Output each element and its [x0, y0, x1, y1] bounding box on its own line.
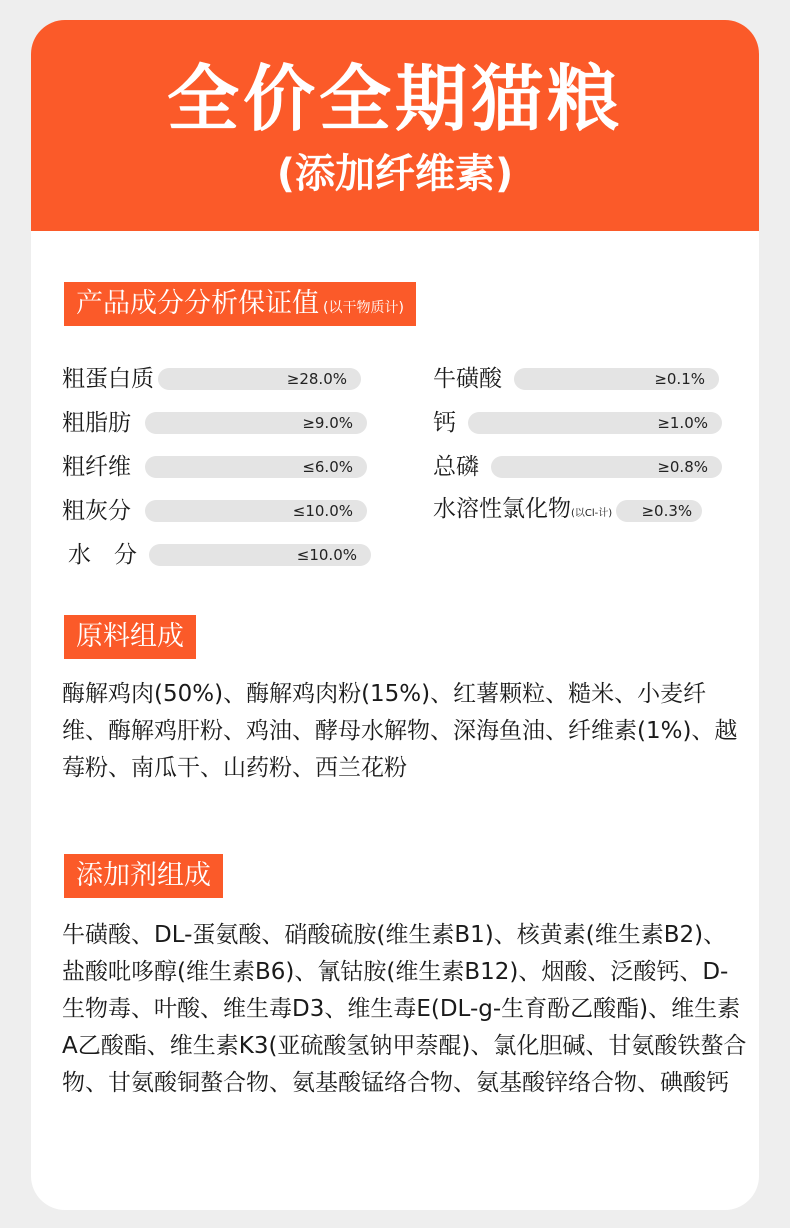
nutrient-row — [433, 366, 719, 392]
nutrient-name: 钙 — [433, 410, 456, 436]
nutrient-row — [433, 454, 722, 480]
page-title: 全价全期猫粮 — [166, 57, 623, 141]
nutrient-name-main: 水溶性氯化物 — [433, 495, 571, 522]
nutrient-name: 牛磺酸 — [433, 366, 502, 392]
header-banner — [31, 20, 759, 231]
ingredients-text: 酶解鸡肉(50%)、酶解鸡肉粉(15%)、红薯颗粒、糙米、小麦纤维、酶解鸡肝粉、鸡油、酵母水解物、深海鱼油、纤维素(1%)、越莓粉、南瓜干、山药粉、西兰花粉 — [62, 681, 738, 781]
ingredients-heading — [64, 615, 196, 659]
additives-heading-text: 添加剂组成 — [76, 860, 211, 891]
nutrient-name: 粗蛋白质 — [62, 366, 154, 392]
additives-heading — [64, 854, 223, 898]
guarantee-heading-note: (以干物质计) — [323, 300, 404, 316]
nutrient-row — [433, 495, 702, 524]
nutrient-value: ≤10.0% — [149, 544, 371, 566]
nutrient-value: ≥1.0% — [468, 412, 722, 434]
nutrient-value: ≥0.3% — [616, 500, 702, 522]
nutrient-name: 水 分 — [68, 542, 137, 568]
ingredients-heading-text: 原料组成 — [76, 621, 184, 652]
product-card — [31, 20, 759, 1210]
nutrient-name-note: (以Cl-计) — [571, 507, 613, 519]
nutrient-value: ≥0.1% — [514, 368, 719, 390]
guarantee-heading-text: 产品成分分析保证值 — [76, 288, 319, 319]
nutrient-row — [62, 498, 367, 524]
nutrient-row — [433, 410, 722, 436]
guarantee-heading — [64, 282, 416, 326]
nutrient-row — [62, 410, 367, 436]
nutrient-name: 总磷 — [433, 454, 479, 480]
nutrient-name — [433, 496, 612, 527]
nutrient-row — [62, 366, 361, 392]
page-subtitle: (添加纤维素) — [276, 151, 514, 197]
additives-text: 牛磺酸、DL-蛋氨酸、硝酸硫胺(维生素B1)、核黄素(维生素B2)、盐酸吡哆醇(维生素B6)、氰钴胺(维生素B12)、烟酸、泛酸钙、D-生物毒、叶酸、维生毒D3、维生毒E(DL-g-生育酚乙酸酯)、维生素A乙酸酯、维生素K3(亚硫酸氢钠甲萘醌)、氯化胆碱、甘氨酸铁螯合物、甘氨酸铜螯合物、氨基酸锰络合物、氨基酸锌络合物、碘酸钙 — [62, 922, 747, 1096]
nutrient-row — [68, 542, 371, 568]
nutrient-value: ≤10.0% — [145, 500, 367, 522]
nutrient-name: 粗纤维 — [62, 454, 131, 480]
nutrient-value: ≥28.0% — [158, 368, 361, 390]
nutrient-value: ≤6.0% — [145, 456, 367, 478]
nutrient-name: 粗脂肪 — [62, 410, 131, 436]
nutrient-value: ≥0.8% — [491, 456, 722, 478]
nutrient-row — [62, 454, 367, 480]
nutrient-name: 粗灰分 — [62, 498, 131, 524]
nutrient-value: ≥9.0% — [145, 412, 367, 434]
